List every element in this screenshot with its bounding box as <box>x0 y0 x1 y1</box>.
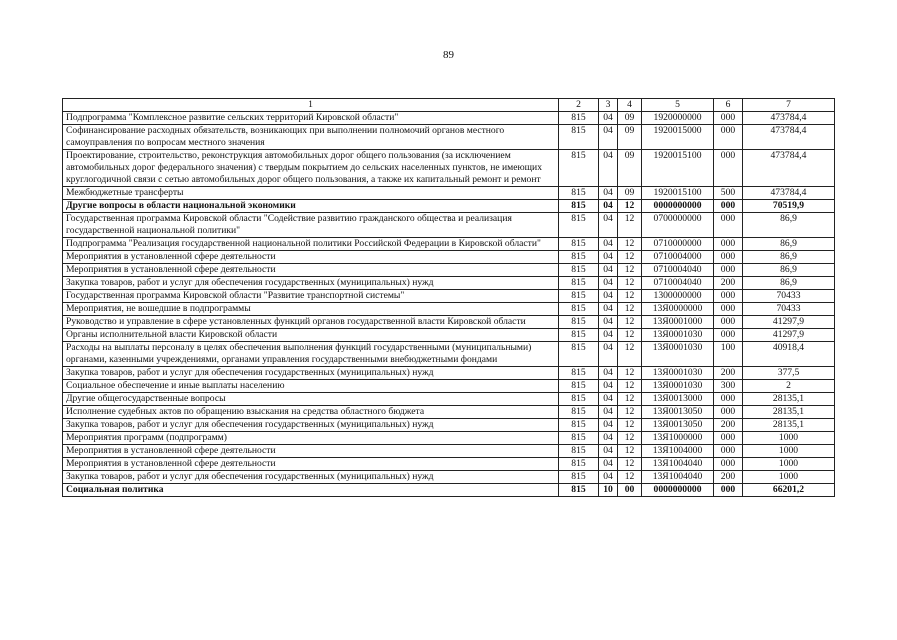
row-code-cell: 815 <box>559 303 599 316</box>
row-expense-type-cell: 000 <box>714 238 743 251</box>
row-section-cell: 04 <box>599 264 618 277</box>
row-name-cell: Социальная политика <box>63 484 559 497</box>
row-name-cell: Государственная программа Кировской области "Развитие транспортной системы" <box>63 290 559 303</box>
row-target-article-cell: 1920015100 <box>642 187 714 200</box>
row-code-cell: 815 <box>559 419 599 432</box>
row-expense-type-cell: 000 <box>714 484 743 497</box>
row-amount-cell: 1000 <box>743 458 835 471</box>
row-target-article-cell: 0000000000 <box>642 200 714 213</box>
row-expense-type-cell: 300 <box>714 380 743 393</box>
row-amount-cell: 66201,2 <box>743 484 835 497</box>
row-target-article-cell: 13Я0000000 <box>642 303 714 316</box>
row-amount-cell: 70433 <box>743 290 835 303</box>
row-name-cell: Другие общегосударственные вопросы <box>63 393 559 406</box>
row-name-cell: Социальное обеспечение и иные выплаты населению <box>63 380 559 393</box>
row-subsection-cell: 12 <box>618 316 642 329</box>
row-code-cell: 815 <box>559 458 599 471</box>
row-section-cell: 04 <box>599 277 618 290</box>
header-cell-1: 1 <box>63 99 559 112</box>
table-row <box>63 187 835 200</box>
table-row <box>63 238 835 251</box>
row-subsection-cell: 09 <box>618 125 642 150</box>
row-section-cell: 04 <box>599 471 618 484</box>
row-amount-cell: 1000 <box>743 432 835 445</box>
row-expense-type-cell: 000 <box>714 112 743 125</box>
row-section-cell: 04 <box>599 432 618 445</box>
row-amount-cell: 86,9 <box>743 251 835 264</box>
row-expense-type-cell: 000 <box>714 393 743 406</box>
row-section-cell: 10 <box>599 484 618 497</box>
header-cell-4: 4 <box>618 99 642 112</box>
row-subsection-cell: 12 <box>618 432 642 445</box>
row-amount-cell: 28135,1 <box>743 393 835 406</box>
row-target-article-cell: 13Я0001030 <box>642 380 714 393</box>
header-cell-7: 7 <box>743 99 835 112</box>
table-row <box>63 316 835 329</box>
row-expense-type-cell: 000 <box>714 445 743 458</box>
row-expense-type-cell: 000 <box>714 213 743 238</box>
row-subsection-cell: 12 <box>618 393 642 406</box>
row-target-article-cell: 1920015000 <box>642 125 714 150</box>
row-amount-cell: 473784,4 <box>743 125 835 150</box>
row-target-article-cell: 13Я1004040 <box>642 458 714 471</box>
row-amount-cell: 70433 <box>743 303 835 316</box>
row-subsection-cell: 12 <box>618 406 642 419</box>
row-subsection-cell: 12 <box>618 200 642 213</box>
table-row <box>63 200 835 213</box>
row-subsection-cell: 12 <box>618 251 642 264</box>
row-expense-type-cell: 000 <box>714 251 743 264</box>
row-amount-cell: 28135,1 <box>743 419 835 432</box>
row-subsection-cell: 00 <box>618 484 642 497</box>
row-code-cell: 815 <box>559 432 599 445</box>
row-code-cell: 815 <box>559 187 599 200</box>
row-code-cell: 815 <box>559 471 599 484</box>
table-row <box>63 290 835 303</box>
row-subsection-cell: 12 <box>618 342 642 367</box>
row-code-cell: 815 <box>559 112 599 125</box>
row-expense-type-cell: 200 <box>714 471 743 484</box>
table-row <box>63 471 835 484</box>
row-expense-type-cell: 100 <box>714 342 743 367</box>
row-subsection-cell: 12 <box>618 419 642 432</box>
row-target-article-cell: 0000000000 <box>642 484 714 497</box>
row-subsection-cell: 12 <box>618 471 642 484</box>
row-section-cell: 04 <box>599 251 618 264</box>
table-row <box>63 484 835 497</box>
row-subsection-cell: 12 <box>618 277 642 290</box>
row-amount-cell: 473784,4 <box>743 187 835 200</box>
row-target-article-cell: 13Я0001030 <box>642 342 714 367</box>
row-amount-cell: 41297,9 <box>743 316 835 329</box>
row-target-article-cell: 1920015100 <box>642 150 714 187</box>
row-expense-type-cell: 500 <box>714 187 743 200</box>
row-subsection-cell: 12 <box>618 458 642 471</box>
row-expense-type-cell: 200 <box>714 419 743 432</box>
table-row <box>63 419 835 432</box>
row-section-cell: 04 <box>599 125 618 150</box>
row-target-article-cell: 1300000000 <box>642 290 714 303</box>
row-section-cell: 04 <box>599 112 618 125</box>
row-subsection-cell: 12 <box>618 329 642 342</box>
row-expense-type-cell: 000 <box>714 264 743 277</box>
row-section-cell: 04 <box>599 419 618 432</box>
row-section-cell: 04 <box>599 316 618 329</box>
budget-table <box>62 98 835 497</box>
row-name-cell: Софинансирование расходных обязательств, возникающих при выполнении полномочий органов местного самоуправления по вопросам местного значения <box>63 125 559 150</box>
row-name-cell: Подпрограмма "Реализация государственной национальной политики Российской Федерации в Кировской области" <box>63 238 559 251</box>
row-name-cell: Мероприятия, не вошедшие в подпрограммы <box>63 303 559 316</box>
row-name-cell: Закупка товаров, работ и услуг для обеспечения государственных (муниципальных) нужд <box>63 367 559 380</box>
row-name-cell: Другие вопросы в области национальной экономики <box>63 200 559 213</box>
row-name-cell: Руководство и управление в сфере установленных функций органов государственной власти Кировской области <box>63 316 559 329</box>
row-name-cell: Закупка товаров, работ и услуг для обеспечения государственных (муниципальных) нужд <box>63 471 559 484</box>
row-code-cell: 815 <box>559 264 599 277</box>
table-row <box>63 125 835 150</box>
row-section-cell: 04 <box>599 445 618 458</box>
row-target-article-cell: 0710004040 <box>642 277 714 290</box>
row-name-cell: Органы исполнительной власти Кировской области <box>63 329 559 342</box>
row-target-article-cell: 13Я1004040 <box>642 471 714 484</box>
row-subsection-cell: 12 <box>618 445 642 458</box>
row-expense-type-cell: 000 <box>714 458 743 471</box>
row-section-cell: 04 <box>599 213 618 238</box>
row-section-cell: 04 <box>599 367 618 380</box>
row-section-cell: 04 <box>599 406 618 419</box>
row-code-cell: 815 <box>559 380 599 393</box>
row-name-cell: Мероприятия в установленной сфере деятельности <box>63 251 559 264</box>
row-code-cell: 815 <box>559 251 599 264</box>
row-section-cell: 04 <box>599 150 618 187</box>
table-row <box>63 277 835 290</box>
row-name-cell: Закупка товаров, работ и услуг для обеспечения государственных (муниципальных) нужд <box>63 419 559 432</box>
row-subsection-cell: 12 <box>618 380 642 393</box>
row-amount-cell: 2 <box>743 380 835 393</box>
table-row <box>63 445 835 458</box>
row-amount-cell: 41297,9 <box>743 329 835 342</box>
row-code-cell: 815 <box>559 200 599 213</box>
row-name-cell: Мероприятия в установленной сфере деятельности <box>63 264 559 277</box>
row-section-cell: 04 <box>599 393 618 406</box>
row-name-cell: Исполнение судебных актов по обращению взыскания на средства областного бюджета <box>63 406 559 419</box>
row-code-cell: 815 <box>559 290 599 303</box>
row-code-cell: 815 <box>559 342 599 367</box>
row-amount-cell: 70519,9 <box>743 200 835 213</box>
table-row <box>63 367 835 380</box>
row-amount-cell: 1000 <box>743 445 835 458</box>
row-name-cell: Мероприятия в установленной сфере деятельности <box>63 458 559 471</box>
row-expense-type-cell: 000 <box>714 406 743 419</box>
row-expense-type-cell: 000 <box>714 432 743 445</box>
row-target-article-cell: 13Я0013000 <box>642 393 714 406</box>
row-section-cell: 04 <box>599 380 618 393</box>
row-name-cell: Мероприятия в установленной сфере деятельности <box>63 445 559 458</box>
row-expense-type-cell: 200 <box>714 367 743 380</box>
row-section-cell: 04 <box>599 238 618 251</box>
header-cell-5: 5 <box>642 99 714 112</box>
row-subsection-cell: 09 <box>618 187 642 200</box>
row-subsection-cell: 12 <box>618 238 642 251</box>
table-row <box>63 380 835 393</box>
row-target-article-cell: 0710004040 <box>642 264 714 277</box>
table-row <box>63 150 835 187</box>
row-code-cell: 815 <box>559 484 599 497</box>
table-row <box>63 458 835 471</box>
row-subsection-cell: 12 <box>618 290 642 303</box>
row-target-article-cell: 13Я1004000 <box>642 445 714 458</box>
row-target-article-cell: 13Я0001030 <box>642 367 714 380</box>
row-amount-cell: 86,9 <box>743 213 835 238</box>
header-cell-6: 6 <box>714 99 743 112</box>
row-expense-type-cell: 200 <box>714 277 743 290</box>
row-code-cell: 815 <box>559 125 599 150</box>
row-target-article-cell: 13Я0013050 <box>642 406 714 419</box>
table-header-row <box>63 99 835 112</box>
row-name-cell: Проектирование, строительство, реконструкция автомобильных дорог общего пользования (за исключением автомобильных дорог федерального значения) с твердым покрытием до сельских населенных пунктов, не имеющих круглогодичной связи с сетью автомобильных дорог общего пользования, а также их капитальный ремонт и ремонт <box>63 150 559 187</box>
table-row <box>63 264 835 277</box>
row-name-cell: Мероприятия программ (подпрограмм) <box>63 432 559 445</box>
row-name-cell: Подпрограмма "Комплексное развитие сельских территорий Кировской области" <box>63 112 559 125</box>
row-expense-type-cell: 000 <box>714 200 743 213</box>
row-code-cell: 815 <box>559 150 599 187</box>
row-section-cell: 04 <box>599 342 618 367</box>
row-target-article-cell: 0710004000 <box>642 251 714 264</box>
row-section-cell: 04 <box>599 187 618 200</box>
row-code-cell: 815 <box>559 316 599 329</box>
row-subsection-cell: 12 <box>618 264 642 277</box>
row-amount-cell: 1000 <box>743 471 835 484</box>
row-subsection-cell: 12 <box>618 213 642 238</box>
row-section-cell: 04 <box>599 458 618 471</box>
row-target-article-cell: 13Я0001030 <box>642 329 714 342</box>
row-code-cell: 815 <box>559 277 599 290</box>
row-code-cell: 815 <box>559 238 599 251</box>
row-subsection-cell: 09 <box>618 150 642 187</box>
row-section-cell: 04 <box>599 329 618 342</box>
row-target-article-cell: 0700000000 <box>642 213 714 238</box>
table-row <box>63 112 835 125</box>
row-code-cell: 815 <box>559 367 599 380</box>
row-amount-cell: 473784,4 <box>743 112 835 125</box>
row-amount-cell: 377,5 <box>743 367 835 380</box>
row-amount-cell: 473784,4 <box>743 150 835 187</box>
row-amount-cell: 40918,4 <box>743 342 835 367</box>
table-row <box>63 406 835 419</box>
table-row <box>63 329 835 342</box>
row-section-cell: 04 <box>599 200 618 213</box>
header-cell-3: 3 <box>599 99 618 112</box>
row-code-cell: 815 <box>559 213 599 238</box>
row-target-article-cell: 0710000000 <box>642 238 714 251</box>
row-code-cell: 815 <box>559 406 599 419</box>
table-row <box>63 342 835 367</box>
row-amount-cell: 86,9 <box>743 277 835 290</box>
row-subsection-cell: 12 <box>618 367 642 380</box>
row-expense-type-cell: 000 <box>714 316 743 329</box>
row-code-cell: 815 <box>559 393 599 406</box>
row-section-cell: 04 <box>599 303 618 316</box>
table-row <box>63 213 835 238</box>
row-name-cell: Государственная программа Кировской области "Содействие развитию гражданского общества и реализация государственной национальной политики" <box>63 213 559 238</box>
row-amount-cell: 28135,1 <box>743 406 835 419</box>
row-expense-type-cell: 000 <box>714 125 743 150</box>
row-target-article-cell: 1920000000 <box>642 112 714 125</box>
row-target-article-cell: 13Я1000000 <box>642 432 714 445</box>
row-subsection-cell: 09 <box>618 112 642 125</box>
page-number: 89 <box>443 49 454 61</box>
row-target-article-cell: 13Я0013050 <box>642 419 714 432</box>
row-expense-type-cell: 000 <box>714 329 743 342</box>
row-target-article-cell: 13Я0001000 <box>642 316 714 329</box>
row-name-cell: Межбюджетные трансферты <box>63 187 559 200</box>
row-name-cell: Расходы на выплаты персоналу в целях обеспечения выполнения функций государственными (муниципальными) органами, казенными учреждениями, органами управления государственными внебюджетными фондами <box>63 342 559 367</box>
table-row <box>63 303 835 316</box>
row-expense-type-cell: 000 <box>714 150 743 187</box>
row-section-cell: 04 <box>599 290 618 303</box>
row-name-cell: Закупка товаров, работ и услуг для обеспечения государственных (муниципальных) нужд <box>63 277 559 290</box>
table-row <box>63 432 835 445</box>
table-row <box>63 393 835 406</box>
row-expense-type-cell: 000 <box>714 290 743 303</box>
row-code-cell: 815 <box>559 445 599 458</box>
header-cell-2: 2 <box>559 99 599 112</box>
row-amount-cell: 86,9 <box>743 238 835 251</box>
row-expense-type-cell: 000 <box>714 303 743 316</box>
row-code-cell: 815 <box>559 329 599 342</box>
row-subsection-cell: 12 <box>618 303 642 316</box>
table-row <box>63 251 835 264</box>
row-amount-cell: 86,9 <box>743 264 835 277</box>
